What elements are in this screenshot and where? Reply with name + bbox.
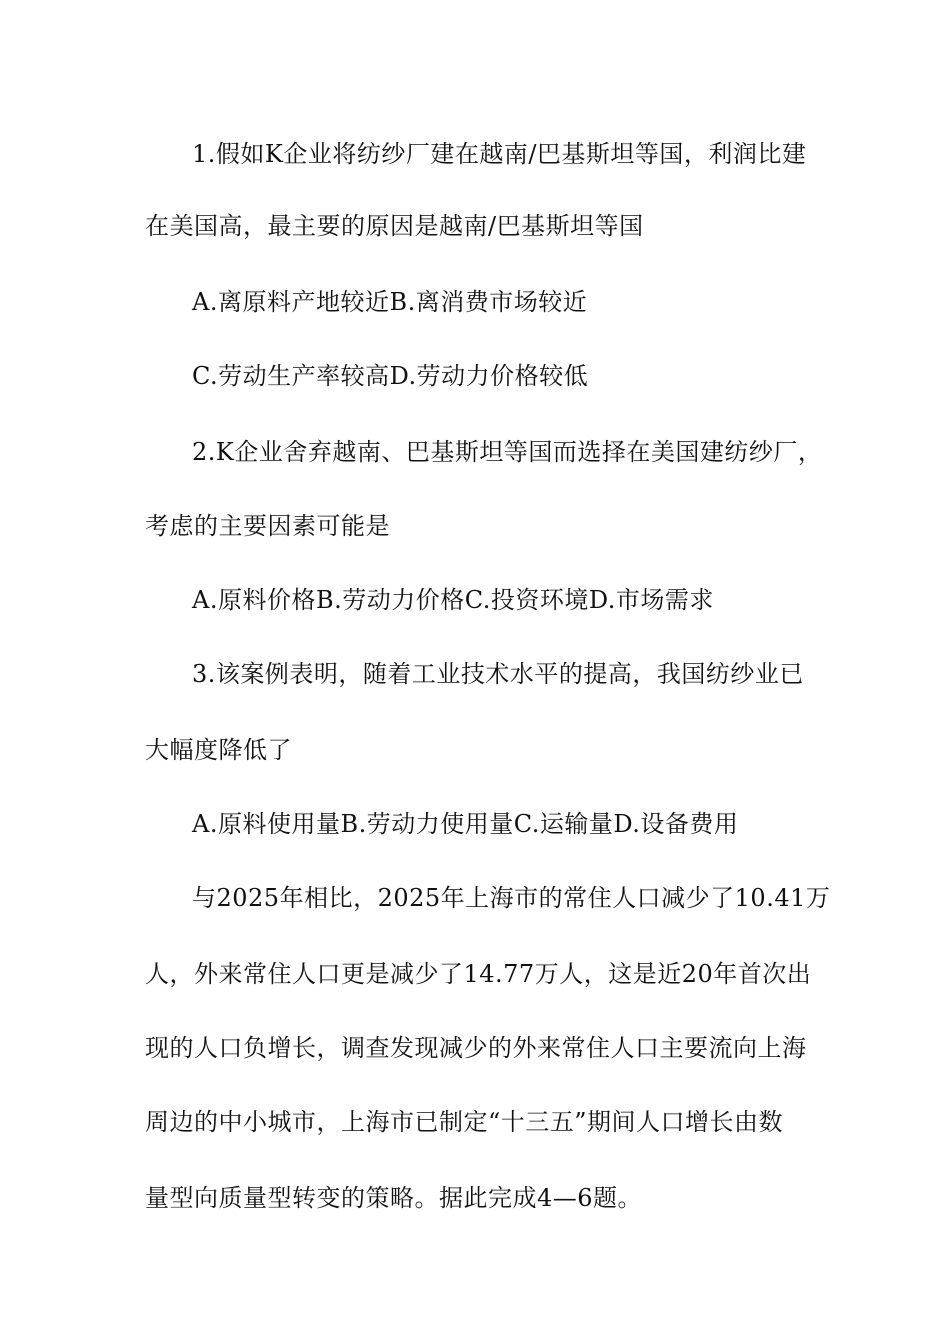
passage-line-4: 周边的中小城市，上海市已制定“十三五”期间人口增长由数 (145, 1108, 784, 1136)
passage-line-5: 量型向质量型转变的策略。据此完成4—6题。 (145, 1184, 643, 1212)
question-1-options-cd: C.劳动生产率较高D.劳动力价格较低 (192, 362, 589, 390)
question-2-stem-line-1: 2.K企业舍弃越南、巴基斯坦等国而选择在美国建纺纱厂， (192, 438, 823, 466)
question-2-options: A.原料价格B.劳动力价格C.投资环境D.市场需求 (192, 586, 714, 614)
question-3-stem-line-2: 大幅度降低了 (145, 736, 292, 764)
question-1-stem-line-1: 1.假如K企业将纺纱厂建在越南/巴基斯坦等国，利润比建 (192, 140, 807, 168)
question-1-options-ab: A.离原料产地较近B.离消费市场较近 (192, 288, 588, 316)
passage-line-3: 现的人口负增长，调查发现减少的外来常住人口主要流向上海 (145, 1034, 807, 1062)
question-2-stem-line-2: 考虑的主要因素可能是 (145, 512, 390, 540)
passage-line-2: 人，外来常住人口更是减少了14.77万人，这是近20年首次出 (145, 960, 812, 988)
question-3-options: A.原料使用量B.劳动力使用量C.运输量D.设备费用 (192, 810, 739, 838)
question-1-stem-line-2: 在美国高，最主要的原因是越南/巴基斯坦等国 (145, 212, 644, 240)
question-3-stem-line-1: 3.该案例表明，随着工业技术水平的提高，我国纺纱业已 (192, 660, 804, 688)
passage-line-1: 与2025年相比，2025年上海市的常住人口减少了10.41万 (192, 884, 831, 912)
